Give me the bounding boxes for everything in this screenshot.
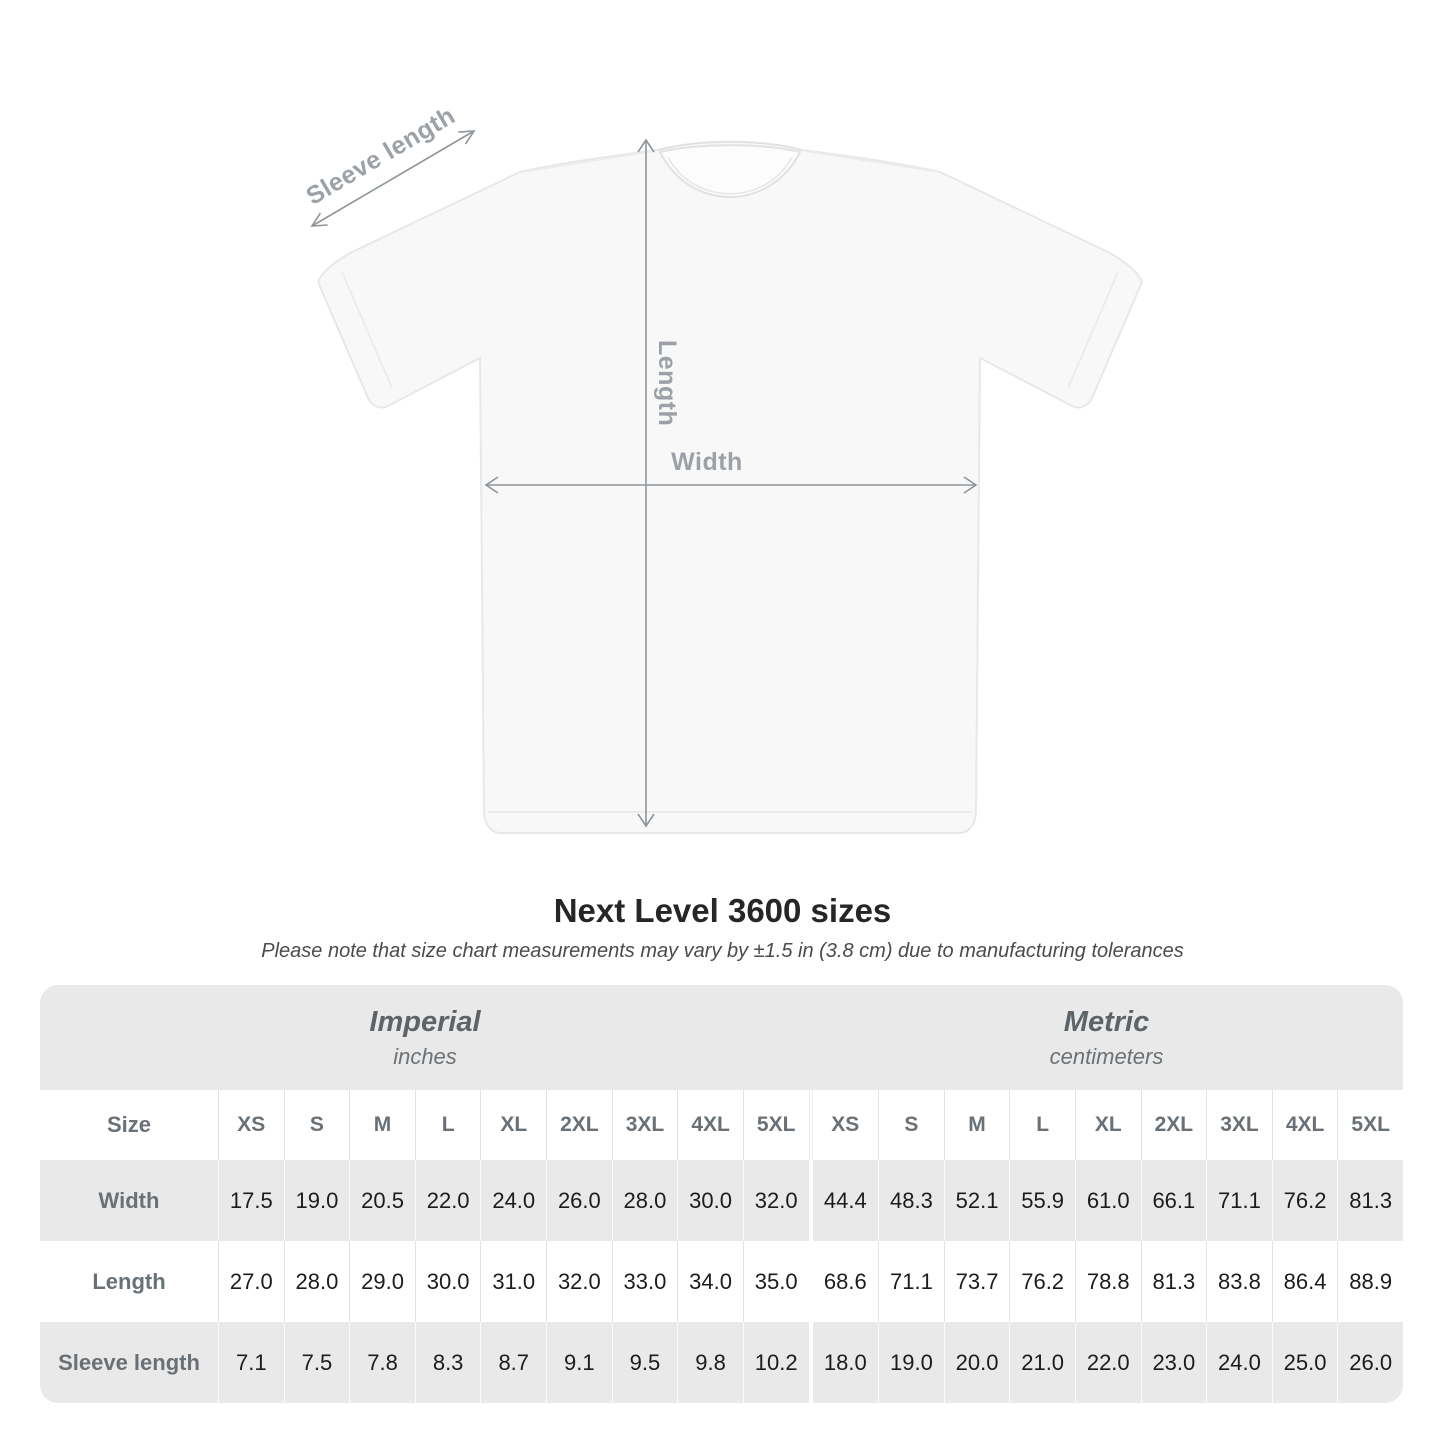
row-label: Width	[98, 1187, 160, 1213]
imperial-header: Imperial	[369, 1005, 481, 1038]
size-header-metric-4xl: 4XL	[1272, 1090, 1338, 1160]
size-chart-table	[40, 985, 1403, 1403]
value-cell-metric: 73.7	[944, 1241, 1010, 1322]
value-cell-metric: 86.4	[1272, 1241, 1338, 1322]
unit-header-band	[40, 985, 1403, 1090]
value-cell-metric: 44.4	[823, 1187, 867, 1213]
value-cell-imperial: 10.2	[743, 1322, 809, 1403]
value-cell-imperial: 19.0	[284, 1160, 350, 1241]
metric-header-group	[810, 985, 1403, 1090]
value-cell-imperial: 20.5	[349, 1160, 415, 1241]
size-header-metric-s: S	[878, 1090, 944, 1160]
value-cell-metric: 76.2	[1272, 1160, 1338, 1241]
metric-header: Metric	[1063, 1005, 1150, 1038]
tshirt-body	[318, 142, 1142, 833]
value-cell-metric: 52.1	[944, 1160, 1010, 1241]
value-cell-metric: 23.0	[1141, 1322, 1207, 1403]
size-header-metric-3xl: 3XL	[1206, 1090, 1272, 1160]
value-cell-imperial: 30.0	[677, 1160, 743, 1241]
value-cell-metric: 24.0	[1206, 1322, 1272, 1403]
row-label: Length	[92, 1268, 166, 1294]
value-cell-imperial: 9.5	[612, 1322, 678, 1403]
size-header-metric-xl: XL	[1075, 1090, 1141, 1160]
value-cell-metric: 68.6	[823, 1268, 867, 1294]
value-cell-imperial: 28.0	[284, 1241, 350, 1322]
value-cell-imperial: 8.7	[480, 1322, 546, 1403]
value-cell-imperial: 32.0	[546, 1241, 612, 1322]
value-cell-metric: 61.0	[1075, 1160, 1141, 1241]
value-cell-metric: 81.3	[1337, 1160, 1403, 1241]
value-cell-imperial: 33.0	[612, 1241, 678, 1322]
size-header-metric-m: M	[944, 1090, 1010, 1160]
value-cell-metric: 18.0	[823, 1349, 867, 1375]
size-header-imperial-2xl: 2XL	[546, 1090, 612, 1160]
value-cell-metric: 55.9	[1009, 1160, 1075, 1241]
imperial-header-group	[40, 985, 810, 1090]
size-header-imperial-5xl: 5XL	[743, 1090, 809, 1160]
value-cell-metric: 76.2	[1009, 1241, 1075, 1322]
value-cell-imperial: 35.0	[743, 1241, 809, 1322]
value-cell-metric: 21.0	[1009, 1322, 1075, 1403]
value-cell-metric: 88.9	[1337, 1241, 1403, 1322]
value-cell-metric: 71.1	[1206, 1160, 1272, 1241]
size-column-label: Size	[106, 1112, 152, 1137]
table-row-length	[40, 1241, 1403, 1322]
value-cell-imperial: 27.0	[218, 1241, 284, 1322]
value-cell-imperial: 7.5	[284, 1322, 350, 1403]
value-cell-imperial: 9.8	[677, 1322, 743, 1403]
value-cell-imperial: 34.0	[677, 1241, 743, 1322]
value-cell-metric: 81.3	[1141, 1241, 1207, 1322]
value-cell-imperial: 7.8	[349, 1322, 415, 1403]
value-cell-imperial: 17.5	[218, 1160, 284, 1241]
value-cell-imperial: 31.0	[480, 1241, 546, 1322]
size-header-imperial-xs: XS	[218, 1090, 284, 1160]
value-cell-metric: 22.0	[1075, 1322, 1141, 1403]
value-cell-imperial: 32.0	[743, 1160, 809, 1241]
table-row-size-headers	[40, 1090, 1403, 1160]
width-label: Width	[671, 448, 743, 476]
imperial-unit: inches	[393, 1043, 457, 1069]
value-cell-metric: 26.0	[1337, 1322, 1403, 1403]
table-row-width	[40, 1160, 1403, 1241]
value-cell-imperial: 24.0	[480, 1160, 546, 1241]
tolerance-note: Please note that size chart measurements may vary by ±1.5 in (3.8 cm) due to manufacturing tolerances	[261, 940, 1184, 962]
value-cell-imperial: 28.0	[612, 1160, 678, 1241]
table-body	[40, 1090, 1403, 1403]
length-label: Length	[653, 340, 681, 427]
value-cell-imperial: 29.0	[349, 1241, 415, 1322]
value-cell-imperial: 8.3	[415, 1322, 481, 1403]
sleeve-length-label: Sleeve length	[301, 101, 461, 211]
value-cell-metric: 20.0	[944, 1322, 1010, 1403]
page-title: Next Level 3600 sizes	[553, 892, 892, 929]
size-header-imperial-3xl: 3XL	[612, 1090, 678, 1160]
size-header-imperial-s: S	[284, 1090, 350, 1160]
value-cell-metric: 19.0	[878, 1322, 944, 1403]
size-header-imperial-m: M	[349, 1090, 415, 1160]
value-cell-metric: 71.1	[878, 1241, 944, 1322]
size-header-imperial-l: L	[415, 1090, 481, 1160]
value-cell-metric: 25.0	[1272, 1322, 1338, 1403]
size-header-metric-xs: XS	[831, 1113, 860, 1136]
value-cell-metric: 48.3	[878, 1160, 944, 1241]
table-row-sleeve-length	[40, 1322, 1403, 1403]
size-header-metric-l: L	[1009, 1090, 1075, 1160]
size-header-metric-5xl: 5XL	[1337, 1090, 1403, 1160]
value-cell-imperial: 7.1	[218, 1322, 284, 1403]
size-header-metric-2xl: 2XL	[1141, 1090, 1207, 1160]
value-cell-imperial: 30.0	[415, 1241, 481, 1322]
value-cell-imperial: 9.1	[546, 1322, 612, 1403]
size-header-imperial-4xl: 4XL	[677, 1090, 743, 1160]
value-cell-imperial: 22.0	[415, 1160, 481, 1241]
value-cell-metric: 78.8	[1075, 1241, 1141, 1322]
value-cell-metric: 83.8	[1206, 1241, 1272, 1322]
value-cell-metric: 66.1	[1141, 1160, 1207, 1241]
metric-unit: centimeters	[1049, 1043, 1164, 1069]
row-label: Sleeve length	[58, 1349, 200, 1375]
size-header-imperial-xl: XL	[480, 1090, 546, 1160]
value-cell-imperial: 26.0	[546, 1160, 612, 1241]
